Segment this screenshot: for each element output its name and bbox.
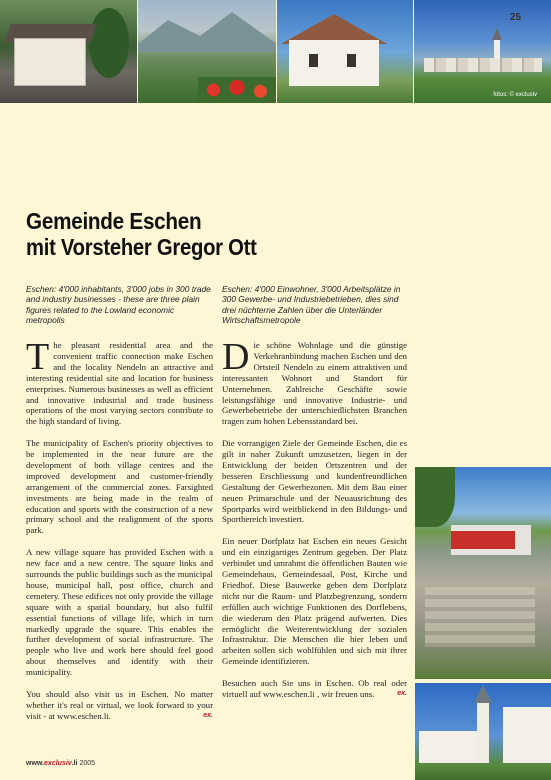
english-dropcap: T bbox=[26, 336, 50, 378]
english-column bbox=[26, 336, 213, 722]
page-number: 25 bbox=[510, 12, 522, 23]
photo-church bbox=[415, 683, 551, 780]
church-nave-shape bbox=[419, 731, 479, 763]
german-paragraph-1 bbox=[222, 336, 407, 427]
footer-brand bbox=[26, 760, 78, 767]
english-intro: Eschen: 4'000 inhabitants, 3'000 jobs in 300 trade and industry businesses - these are three plain figures related to the Lowland economic metropolis bbox=[26, 284, 211, 325]
english-paragraph-1 bbox=[26, 336, 213, 427]
german-paragraph-1-text: ie schöne Wohnlage und die günstige Verkehranbindung machen Eschen und den Ortsteil Nendeln zu einem attraktiven und interessanten Wohnort und Standort für Unternehmen. Zahlreiche Geschäfte sowie leistungsfähige und innovative Industrie- und Gewerbebetriebe der unterschiedlichsten Branchen tragen zum hohen Lebensstandard bei. bbox=[222, 340, 407, 427]
header-photo-strip bbox=[0, 0, 551, 103]
footer-url-prefix: www. bbox=[26, 760, 45, 767]
footer-year: 2005 bbox=[79, 760, 96, 767]
german-paragraph-4-text: Besuchen auch Sie uns in Eschen. Ob real oder virtuell auf www.eschen.li , wir freuen uns. bbox=[222, 678, 407, 699]
village-houses-shape bbox=[424, 58, 542, 72]
photo-residential-building bbox=[0, 0, 137, 103]
building-shape bbox=[503, 707, 551, 763]
ruins-shape bbox=[425, 587, 535, 647]
sports-hall-facade-shape bbox=[451, 531, 515, 549]
barn-shape bbox=[289, 40, 379, 86]
german-paragraph-4 bbox=[222, 678, 407, 700]
english-paragraph-2: The municipality of Eschen's priority objectives to be implemented in the near future are the development of both village centres and the improved development and customer-friendly arrangement of the commercial zones. Farsighted investments are being made in the realm of education and sports with the construction of a new primary school and the realignment of the sports park. bbox=[26, 438, 213, 536]
barn-window bbox=[347, 54, 356, 67]
german-paragraph-3: Ein neuer Dorfplatz hat Eschen ein neues Gesicht und ein einzigartiges Zentrum gegeben. Der Platz verbindet und umrahmt die öffentlichen Bauten wie Gemeindehaus, Gemeindesaal, Post, Kirche und Friedhof. Diese Bauwerke geben dem Dorfplatz nicht nur die Raum- und Platzbegrenzung, sondern erfüllen auch wichtige Funktionen des Dorflebens, die wiederum den Platz prägend aufwerten. Dies ermöglicht die Weiterentwicklung der sozialen Infrastruktur. Die Menschen die hier leben und arbeiten sollen sich wohlfühlen und sich mit ihrer Gemeinde identifizieren. bbox=[222, 536, 407, 667]
footer-brand-name: exclusiv bbox=[44, 760, 72, 767]
german-paragraph-2: Die vorrangigen Ziele der Gemeinde Eschen, die es gilt in naher Zukunft umzusetzen, liegen in der Entwicklung der beiden Ortszentren und der besseren Erschliessung und kundenfreundlichen Gestaltung der Gewerbezonen. Mit dem Bau einer neuen Primarschule und der Neuausrichtung des Sportparks wird weitblickend in den Bildungs- und Sportbereich investiert. bbox=[222, 438, 407, 525]
house-shape bbox=[14, 38, 86, 86]
barn-window bbox=[309, 54, 318, 67]
english-end-mark: ex. bbox=[203, 711, 213, 719]
photo-credit: fotos: © exclusiv bbox=[493, 92, 537, 98]
mountain-shape bbox=[138, 12, 276, 52]
german-column bbox=[222, 336, 407, 700]
tree-shape bbox=[415, 467, 455, 527]
english-paragraph-3: A new village square has provided Eschen with a new face and a new centre. The square links and surrounds the public buildings such as the municipal house, municipal hall, post office, church and cemetery. These edifices not only provide the village square with a spatial boundary, but also fulfil essential functions of village life, which in turn markedly upgrade the square. This enables the further development of social infrastructure. The people who live and work here should feel good about themselves and identify with their municipality. bbox=[26, 547, 213, 678]
footer-url-suffix: .li bbox=[71, 760, 78, 767]
article-title: Gemeinde Eschen bbox=[26, 208, 202, 234]
photo-sports-park bbox=[415, 467, 551, 679]
flowers-shape bbox=[198, 77, 276, 103]
article-subtitle: mit Vorsteher Gregor Ott bbox=[26, 234, 257, 260]
english-paragraph-4-text: You should also visit us in Eschen. No matter whether it's real or virtual, we look forward to your visit - at www.eschen.li. bbox=[26, 688, 213, 721]
english-paragraph-4 bbox=[26, 689, 213, 722]
german-end-mark: ex. bbox=[397, 689, 407, 697]
photo-village-meadow bbox=[414, 0, 551, 103]
photo-barn bbox=[277, 0, 413, 103]
german-intro: Eschen: 4'000 Einwohner, 3'000 Arbeitsplätze in 300 Gewerbe- und Industriebetrieben, dies sind drei nüchterne Zahlen über die Unterländer Wirtschaftsmetropole bbox=[222, 284, 401, 325]
photo-village-panorama bbox=[138, 0, 276, 103]
tree-shape bbox=[89, 8, 129, 78]
english-paragraph-1-text: he pleasant residential area and the convenient traffic connection make Eschen and the locality Nendeln an attractive and interesting residential site and location for business enterprises. Numerous businesses as well as efficient and innovative industrial and trade business operations of the most varying sectors contribute to the high standard of living. bbox=[26, 340, 213, 427]
german-dropcap: D bbox=[222, 336, 250, 378]
church-tower-shape bbox=[477, 701, 489, 763]
footer bbox=[26, 760, 95, 767]
